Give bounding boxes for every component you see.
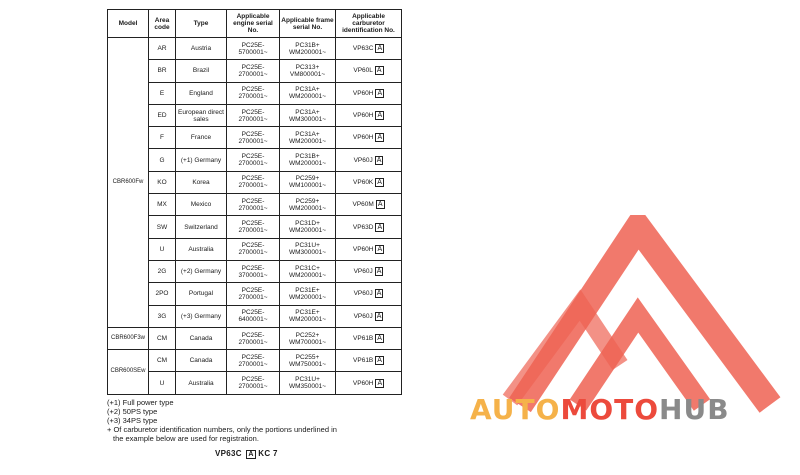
cell-type: Brazil [176, 60, 227, 82]
cell-type: Australia [176, 238, 227, 260]
cell-frame: PC31A+ WM200001~ [280, 127, 336, 149]
carburetor-mark: A [376, 290, 382, 298]
cell-carburetor [336, 38, 402, 60]
carburetor-mark: A [376, 156, 382, 164]
watermark-wordmark [470, 393, 730, 426]
cell-area: ED [149, 104, 176, 126]
cell-engine: PC25E-2700001~ [227, 194, 280, 216]
cell-frame: PC255+ WM750001~ [280, 350, 336, 372]
cell-engine: PC25E-2700001~ [227, 171, 280, 193]
carburetor-mark: A [377, 178, 382, 186]
cell-type: France [176, 127, 227, 149]
cell-carburetor [336, 194, 402, 216]
table-row [108, 171, 402, 193]
cell-engine: PC25E-2700001~ [227, 372, 280, 394]
carburetor-mark: A [377, 379, 383, 387]
carburetor-mark: A [376, 312, 382, 320]
cell-engine: PC25E-2700001~ [227, 350, 280, 372]
cell-carburetor [336, 350, 402, 372]
carburetor-mark: A [377, 201, 383, 209]
table-row [108, 372, 402, 394]
note-4: + Of carburetor identification numbers, only the portions underlined in [107, 424, 337, 434]
table-row [108, 283, 402, 305]
example-code: VP63C [215, 448, 242, 458]
cell-frame: PC259+ WM100001~ [280, 171, 336, 193]
table-row [108, 194, 402, 216]
cell-frame: PC259+ WM200001~ [280, 194, 336, 216]
cell-carburetor [336, 283, 402, 305]
cell-frame: PC31B+ WM200001~ [280, 149, 336, 171]
carburetor-mark: A [377, 245, 383, 253]
cell-type: Switzerland [176, 216, 227, 238]
carburetor-code: VP60H [352, 134, 374, 142]
table-row [108, 260, 402, 282]
cell-model: CBR600SEw [108, 350, 149, 395]
carburetor-code: VP60J [353, 268, 373, 276]
cell-engine: PC25E-5700001~ [227, 38, 280, 60]
table-row [108, 82, 402, 104]
cell-area: F [149, 127, 176, 149]
carburetor-mark: A [377, 223, 383, 231]
cell-area: 2G [149, 260, 176, 282]
cell-engine: PC25E-2700001~ [227, 60, 280, 82]
cell-engine: PC25E-2700001~ [227, 216, 280, 238]
carburetor-mark: A [376, 268, 382, 276]
carburetor-code: VP61B [353, 335, 374, 342]
note-3: (+3) 34PS type [107, 415, 158, 425]
cell-model: CBR600Fw [108, 38, 149, 328]
cell-type: Australia [176, 372, 227, 394]
header-area-code: Area code [149, 10, 176, 38]
table-row [108, 60, 402, 82]
watermark-text-auto: AUTO [470, 393, 561, 426]
cell-type: (+3) Germany [176, 305, 227, 327]
cell-engine: PC25E-2700001~ [227, 149, 280, 171]
cell-carburetor [336, 372, 402, 394]
cell-carburetor [336, 327, 402, 349]
carburetor-code: VP60H [352, 379, 374, 387]
carburetor-mark: A [377, 45, 383, 53]
carburetor-code: VP63D [352, 223, 374, 231]
carburetor-mark: A [377, 134, 383, 142]
carburetor-code: VP60J [353, 312, 373, 320]
cell-frame: PC31A+ WM300001~ [280, 104, 336, 126]
cell-carburetor [336, 305, 402, 327]
cell-area: BR [149, 60, 176, 82]
cell-area: U [149, 238, 176, 260]
cell-frame: PC31A+ WM200001~ [280, 82, 336, 104]
cell-engine: PC25E-2700001~ [227, 82, 280, 104]
header-type: Type [176, 10, 227, 38]
note-2: (+2) 50PS type [107, 406, 158, 416]
cell-area: MX [149, 194, 176, 216]
carburetor-code: VP60H [352, 245, 374, 253]
table-row [108, 38, 402, 60]
cell-frame: PC31U+ WM300001~ [280, 238, 336, 260]
carburetor-code: VP60K [353, 178, 374, 186]
cell-carburetor [336, 171, 402, 193]
carburetor-code: VP60H [352, 112, 374, 120]
cell-carburetor [336, 82, 402, 104]
header-engine-serial: Applicable engine serial No. [227, 10, 280, 38]
cell-area: SW [149, 216, 176, 238]
cell-engine: PC25E-2700001~ [227, 283, 280, 305]
cell-type: Austria [176, 38, 227, 60]
table-row [108, 149, 402, 171]
cell-frame: PC31E+ WM200001~ [280, 283, 336, 305]
cell-carburetor [336, 238, 402, 260]
carburetor-mark: A [377, 335, 382, 342]
cell-engine: PC25E-2700001~ [227, 327, 280, 349]
cell-area: U [149, 372, 176, 394]
cell-type: European direct sales [176, 104, 227, 126]
cell-type: England [176, 82, 227, 104]
table-row [108, 305, 402, 327]
watermark-text-hub: HUB [659, 393, 730, 426]
cell-area: KO [149, 171, 176, 193]
cell-type: Korea [176, 171, 227, 193]
cell-engine: PC25E-2700001~ [227, 238, 280, 260]
table-row [108, 238, 402, 260]
cell-area: CM [149, 327, 176, 349]
carburetor-mark: A [377, 112, 383, 120]
cell-frame: PC31E+ WM200001~ [280, 305, 336, 327]
cell-engine: PC25E-2700001~ [227, 127, 280, 149]
carburetor-code: VP60J [353, 156, 373, 164]
example-tail: 7 [272, 448, 278, 458]
carburetor-code: VP60L [353, 67, 373, 75]
cell-carburetor [336, 60, 402, 82]
table-body [108, 38, 402, 395]
carburetor-code: VP60J [353, 290, 373, 298]
cell-area: 3G [149, 305, 176, 327]
carburetor-code: VP61B [353, 357, 374, 365]
cell-frame: PC252+ WM700001~ [280, 327, 336, 349]
header-carburetor-id: Applicable carburetor identification No. [336, 10, 402, 38]
cell-frame: PC31B+ WM200001~ [280, 38, 336, 60]
cell-carburetor [336, 149, 402, 171]
header-model: Model [108, 10, 149, 38]
cell-frame: PC313+ VM800001~ [280, 60, 336, 82]
registration-example [107, 449, 401, 458]
cell-carburetor [336, 127, 402, 149]
cell-frame: PC31C+ WM200001~ [280, 260, 336, 282]
cell-area: E [149, 82, 176, 104]
cell-area: CM [149, 350, 176, 372]
cell-area: 2PO [149, 283, 176, 305]
cell-engine: PC25E-3700001~ [227, 260, 280, 282]
carburetor-mark: A [377, 357, 382, 365]
carburetor-code: VP63C [352, 45, 374, 53]
cell-engine: PC25E-6400001~ [227, 305, 280, 327]
cell-type: (+2) Germany [176, 260, 227, 282]
note-1: (+1) Full power type [107, 397, 174, 407]
carburetor-mark: A [377, 89, 383, 97]
carburetor-code: VP60H [352, 89, 374, 97]
cell-engine: PC25E-2700001~ [227, 104, 280, 126]
cell-carburetor [336, 260, 402, 282]
cell-type: Portugal [176, 283, 227, 305]
table-row [108, 127, 402, 149]
example-mark: A [248, 450, 254, 458]
carburetor-mark: A [376, 67, 382, 75]
carburetor-code: VP60M [352, 201, 374, 209]
cell-carburetor [336, 104, 402, 126]
table-header-row [108, 10, 402, 38]
table-row [108, 327, 402, 349]
cell-frame: PC31D+ WM200001~ [280, 216, 336, 238]
cell-type: (+1) Germany [176, 149, 227, 171]
cell-type: Canada [176, 327, 227, 349]
watermark-text-moto: MOTO [560, 393, 660, 426]
footnotes [107, 398, 401, 443]
table-row [108, 350, 402, 372]
cell-carburetor [336, 216, 402, 238]
carburetor-table [107, 9, 402, 395]
table-row [108, 216, 402, 238]
cell-area: AR [149, 38, 176, 60]
example-suffix: KC [258, 448, 271, 458]
document-page [107, 9, 401, 458]
header-frame-serial: Applicable frame serial No. [280, 10, 336, 38]
cell-type: Canada [176, 350, 227, 372]
cell-model: CBR600F3w [108, 327, 149, 349]
cell-frame: PC31U+ WM350001~ [280, 372, 336, 394]
cell-area: G [149, 149, 176, 171]
cell-type: Mexico [176, 194, 227, 216]
table-row [108, 104, 402, 126]
note-5: the example below are used for registration. [113, 433, 259, 443]
